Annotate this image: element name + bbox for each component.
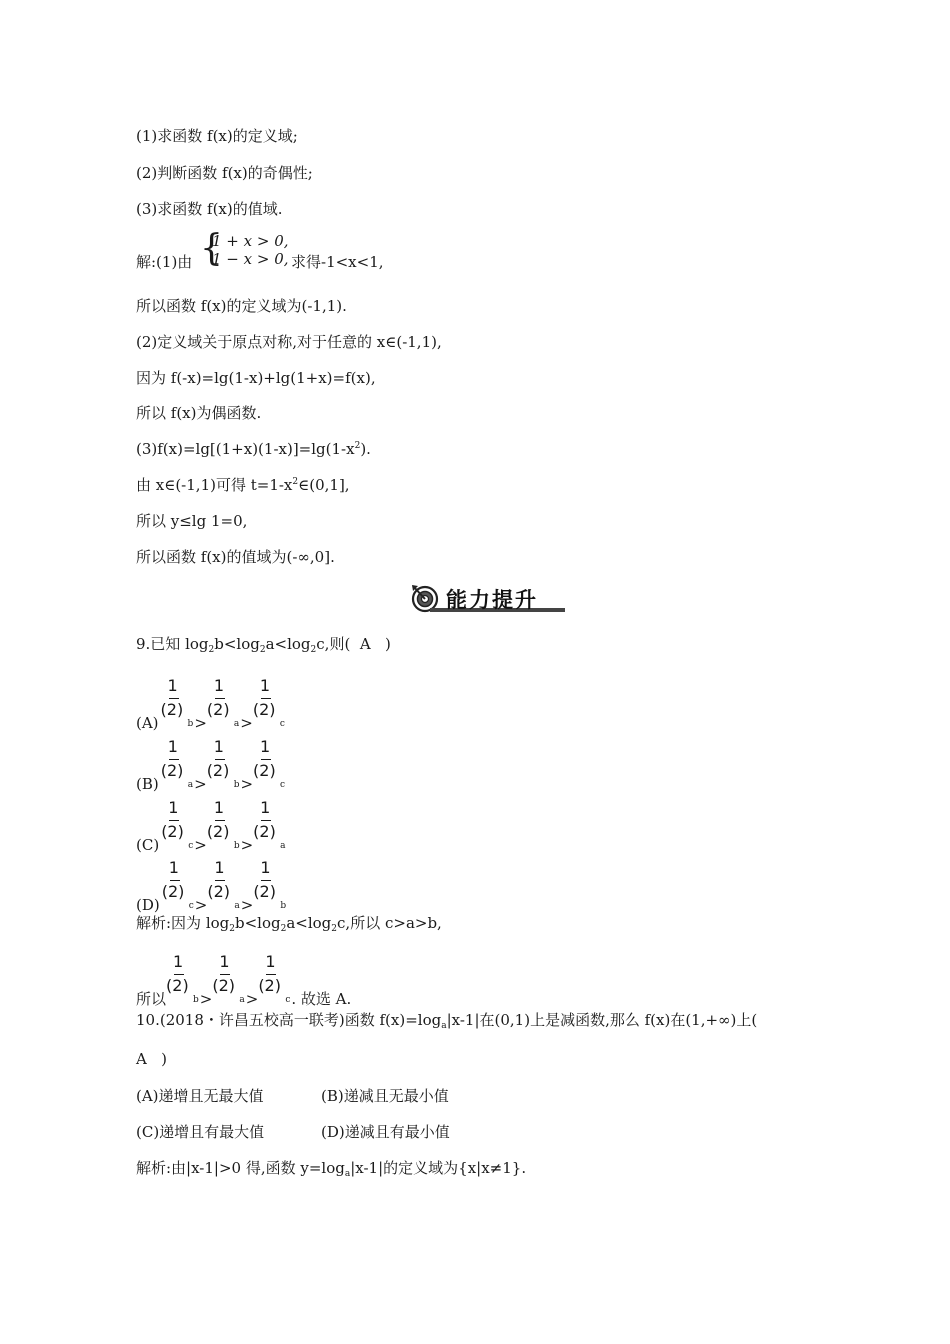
half-fraction (253, 737, 279, 793)
fraction-numerator: 1 (260, 858, 271, 877)
fraction-numerator: 1 (173, 952, 184, 971)
exponent: b (187, 719, 194, 729)
half-fraction (206, 798, 233, 854)
fraction-bar (215, 820, 225, 821)
range-t-text: 由 x∈(-1,1)可得 t=1-x (136, 476, 293, 494)
greater-than-sign: > (194, 714, 207, 732)
fraction-bar (170, 880, 180, 881)
fraction-numerator: 1 (213, 737, 224, 756)
q10-answer: A (136, 1050, 147, 1068)
half-fraction (207, 858, 233, 914)
fraction-numerator: 1 (167, 676, 178, 695)
solution-3-formula (136, 439, 371, 462)
exponent: a (280, 841, 286, 851)
q10-option-a: (A)递增且无最大值 (136, 1087, 264, 1105)
half-fraction (161, 858, 188, 914)
solution-2-intro: (2)定义域关于原点对称,对于任意的 x∈(-1,1), (136, 333, 442, 351)
analysis-part2: a<log (286, 914, 332, 932)
formula-text: (3)f(x)=lg[(1+x)(1-x)]=lg(1-x (136, 440, 355, 458)
half-fraction (161, 798, 187, 854)
exponent: b (193, 995, 199, 1005)
fraction-denominator: (2) (207, 882, 231, 901)
question-2: (2)判断函数 f(x)的奇偶性; (136, 164, 313, 182)
fraction-numerator: 1 (265, 952, 276, 971)
fraction-bar (169, 759, 179, 760)
exponent: c (280, 780, 286, 790)
square-superscript: 2 (292, 477, 299, 487)
solution-3-bound: 所以 y≤lg 1=0, (136, 512, 248, 530)
formula-close: ). (360, 440, 371, 458)
option-label: (A) (136, 714, 159, 732)
half-fraction (166, 952, 192, 1008)
fraction-bar (215, 759, 225, 760)
fraction-denominator: (2) (252, 700, 276, 719)
fraction-bar (261, 820, 271, 821)
fraction-bar (261, 880, 271, 881)
q9-part3: c,则( (316, 635, 351, 653)
fraction-numerator: 1 (167, 737, 178, 756)
log-base: 2 (310, 645, 317, 655)
half-fraction (160, 676, 187, 732)
log-base: a (344, 1169, 351, 1179)
log-base: 2 (259, 645, 266, 655)
half-fraction (258, 952, 284, 1008)
exponent: a (234, 901, 240, 911)
greater-than-sign: > (194, 836, 207, 854)
exponent: b (233, 780, 240, 790)
fraction-denominator: (2) (161, 882, 185, 901)
fraction-numerator: 1 (219, 952, 230, 971)
analysis-10-text: 解析:由|x-1|>0 得,函数 y=log (136, 1159, 345, 1177)
fraction-denominator: (2) (166, 976, 189, 995)
analysis-prefix: 解析:因为 log (136, 914, 230, 932)
analysis-part3: c,所以 c>a>b, (337, 914, 442, 932)
range-conclusion: 所以函数 f(x)的值域为(-∞,0]. (136, 548, 335, 566)
log-base: 2 (208, 645, 215, 655)
q9-option (136, 737, 286, 793)
exponent: c (279, 719, 285, 729)
exponent: b (280, 901, 287, 911)
even-function-conclusion: 所以 f(x)为偶函数. (136, 404, 262, 422)
fraction-numerator: 1 (168, 858, 179, 877)
fraction-bar (266, 974, 276, 975)
q10-answer-line (136, 1049, 167, 1069)
greater-than-sign: > (194, 775, 207, 793)
q10-option-c: (C)递增且有最大值 (136, 1123, 265, 1141)
half-fraction (206, 737, 233, 793)
analysis-10-post: |x-1|的定义域为{x|x≠1}. (350, 1159, 527, 1177)
fraction-denominator: (2) (206, 822, 230, 841)
q9-part1: b<log (214, 635, 260, 653)
fraction-denominator: (2) (212, 976, 236, 995)
exponent: b (233, 841, 240, 851)
question-9 (136, 634, 391, 657)
solution-prefix-text: 解:(1)由 (136, 253, 193, 271)
fraction-numerator: 1 (214, 858, 225, 877)
q9-option (136, 676, 286, 732)
half-fraction (253, 858, 279, 914)
domain-conclusion: 所以函数 f(x)的定义域为(-1,1). (136, 297, 347, 315)
q9-prefix: 9.已知 log (136, 635, 209, 653)
fraction-numerator: 1 (213, 676, 225, 695)
fraction-bar (261, 698, 271, 699)
q9-option (136, 858, 287, 914)
log-base: 2 (280, 924, 287, 934)
q9-option (136, 798, 287, 854)
option-label: (D) (136, 896, 160, 914)
log-base: 2 (331, 924, 338, 934)
q10-option-d: (D)递减且有最小值 (321, 1123, 450, 1141)
greater-than-sign: > (240, 836, 254, 854)
exponent: c (188, 841, 194, 851)
fraction-denominator: (2) (206, 761, 230, 780)
greater-than-sign: > (245, 990, 259, 1008)
fraction-denominator: (2) (253, 882, 276, 901)
log-base: 2 (229, 924, 235, 934)
conclusion-suffix: . 故选 A. (291, 990, 352, 1008)
fraction-numerator: 1 (168, 798, 179, 817)
solution-3-range-t (136, 475, 350, 498)
fraction-numerator: 1 (259, 676, 271, 695)
solution-1-suffix: 求得-1<x<1, (291, 253, 384, 271)
greater-than-sign: > (240, 714, 253, 732)
system-row-1: 1 + x > 0, (212, 232, 289, 250)
fraction-bar (261, 759, 271, 760)
left-brace: { (200, 228, 223, 269)
fraction-denominator: (2) (160, 761, 184, 780)
option-label: (C) (136, 836, 160, 854)
fraction-bar (220, 974, 230, 975)
q9-close: ) (385, 635, 391, 653)
conclusion-prefix: 所以 (136, 990, 167, 1008)
fraction-bar (215, 698, 225, 699)
half-fraction (252, 676, 279, 732)
log-base: a (441, 1021, 447, 1031)
solution-2-step: 因为 f(-x)=lg(1-x)+lg(1+x)=f(x), (136, 369, 376, 387)
q9-part2: a<log (265, 635, 311, 653)
exponent: a (187, 780, 194, 790)
system-row-2: 1 − x > 0, (212, 250, 289, 268)
half-fraction (212, 952, 238, 1008)
half-fraction (253, 798, 279, 854)
question-1: (1)求函数 f(x)的定义域; (136, 127, 298, 145)
section-banner (410, 582, 565, 614)
fraction-numerator: 1 (260, 798, 271, 817)
analysis-part1: b<log (235, 914, 281, 932)
exponent: a (233, 719, 240, 729)
exponent: a (239, 995, 245, 1005)
greater-than-sign: > (240, 896, 254, 914)
fraction-denominator: (2) (253, 822, 276, 841)
square-superscript: 2 (354, 441, 361, 451)
section-title: 能力提升 (446, 588, 538, 612)
analysis-10 (136, 1158, 526, 1181)
range-t-close: ∈(0,1], (298, 476, 350, 494)
fraction-denominator: (2) (253, 761, 276, 780)
fraction-bar (174, 974, 184, 975)
q10-close: ) (161, 1050, 168, 1068)
q10-text-post: |x-1|在(0,1)上是减函数,那么 f(x)在(1,+∞)上( (446, 1011, 758, 1029)
fraction-denominator: (2) (161, 822, 184, 841)
fraction-denominator: (2) (206, 700, 230, 719)
fraction-numerator: 1 (213, 798, 224, 817)
option-label: (B) (136, 775, 159, 793)
half-fraction (206, 676, 233, 732)
q9-answer: A (359, 635, 371, 653)
fraction-bar (169, 698, 179, 699)
greater-than-sign: > (240, 775, 254, 793)
q10-text: 10.(2018・许昌五校高一联考)函数 f(x)=log (136, 1011, 442, 1029)
question-3: (3)求函数 f(x)的值域. (136, 200, 283, 218)
question-10 (136, 1010, 757, 1033)
analysis-9 (136, 913, 442, 936)
fraction-denominator: (2) (160, 700, 184, 719)
half-fraction (160, 737, 187, 793)
exponent: c (285, 995, 291, 1005)
fraction-denominator: (2) (258, 976, 281, 995)
fraction-numerator: 1 (260, 737, 271, 756)
solution-1-prefix (136, 252, 192, 272)
fraction-bar (215, 880, 225, 881)
exponent: c (188, 901, 194, 911)
greater-than-sign: > (194, 896, 208, 914)
analysis-9-conclusion (136, 952, 352, 1009)
q10-option-b: (B)递减且无最小值 (321, 1087, 449, 1105)
fraction-bar (169, 820, 179, 821)
greater-than-sign: > (199, 990, 213, 1008)
